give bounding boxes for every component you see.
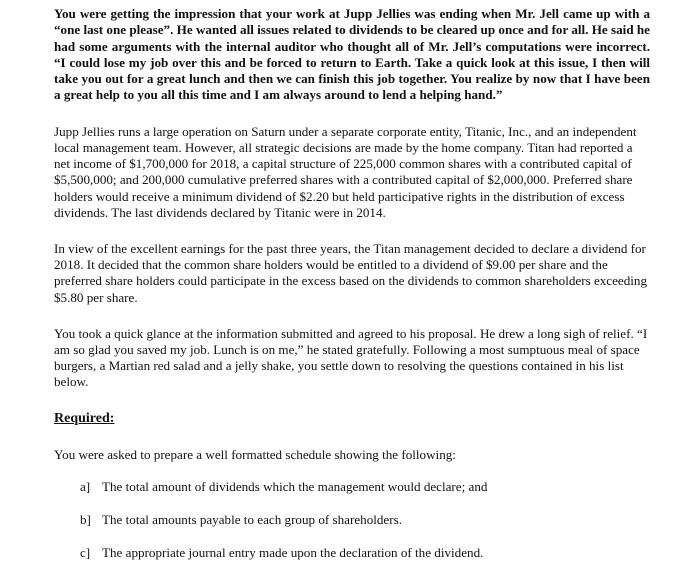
required-item-label: c] <box>80 545 91 561</box>
required-instruction: You were asked to prepare a well formatted schedule showing the following: <box>54 446 456 462</box>
paragraph-dividend-decision: In view of the excellent earnings for the past three years, the Titan management decided to declare a dividend for 2018. It decided that the common share holders would be entitled to a dividend of $9.00 per share and the preferred share holders could participate in the excess based on the dividends to common shareholders exceeding $5.80 per share. <box>54 241 648 305</box>
required-item-text: The total amount of dividends which the management would declare; and <box>102 479 488 495</box>
document-page <box>54 6 650 562</box>
intro-paragraph: You were getting the impression that your work at Jupp Jellies was ending when Mr. Jell came up with a “one last one please”. He wanted all issues related to dividends to be cleared up once and for all. He said he had some arguments with the internal auditor who thought all of Mr. Jell’s computations were incorrect. “I could lose my job over this and be forced to return to Earth. Take a quick look at this issue, I then will take you out for a great lunch and then we can finish this job together. You realize by now that I have been a great help to you all this time and I am always around to lend a helping hand.” <box>54 6 650 103</box>
required-item-b <box>54 512 650 528</box>
paragraph-company-background: Jupp Jellies runs a large operation on Saturn under a separate corporate entity, Titanic, Inc., and an independent local management team. However, all strategic decisions are made by the home company. Titan had reported a net income of $1,700,000 for 2018, a capital structure of 225,000 common shares with a contributed capital of $5,500,000; and 200,000 cumulative preferred shares with a contributed capital of $2,000,000. Preferred share holders would receive a minimum dividend of $2.20 but held participative rights in the distribution of excess dividends. The last dividends declared by Titanic were in 2014. <box>54 123 637 220</box>
required-item-a <box>54 479 650 495</box>
required-heading-colon: : <box>109 410 115 426</box>
required-item-c <box>54 545 650 561</box>
required-item-text: The appropriate journal entry made upon the declaration of the dividend. <box>102 545 484 561</box>
required-item-text: The total amounts payable to each group of shareholders. <box>102 512 402 528</box>
required-item-label: b] <box>80 512 91 528</box>
required-item-label: a] <box>80 479 91 495</box>
required-heading <box>54 411 650 427</box>
paragraph-lunch: You took a quick glance at the information submitted and agreed to his proposal. He drew a long sigh of relief. “I am so glad you saved my job. Lunch is on me,” he stated gratefully. Following a most sumptuous meal of space burgers, a Martian red salad and a jelly shake, you settle down to resolving the questions contained in his list below. <box>54 325 648 390</box>
required-heading-text: Required <box>54 410 110 426</box>
